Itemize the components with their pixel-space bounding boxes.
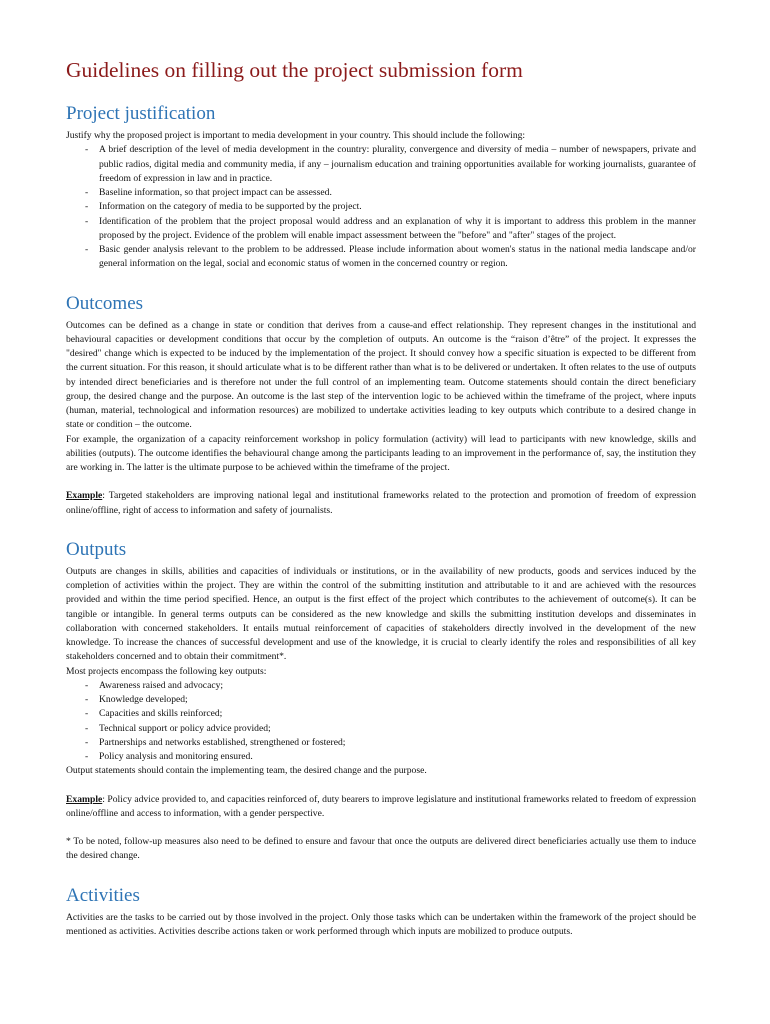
outputs-example: [66, 793, 696, 822]
section-heading-justification: Project justification: [66, 103, 216, 124]
section-activities: [66, 884, 696, 940]
list-item: - Policy analysis and monitoring ensured.: [66, 750, 696, 764]
section-outputs: [66, 538, 696, 864]
outputs-note: * To be noted, follow-up measures also need to be defined to ensure and favour that once the outputs are delivered direct beneficiaries actually use them to induce the desired change.: [66, 836, 696, 862]
page-title: Guidelines on filling out the project submission form: [66, 58, 523, 82]
outputs-list: [66, 679, 696, 765]
section-project-justification: [66, 102, 696, 272]
outcomes-paragraph: Outcomes can be defined as a change in state or condition that derives from a cause-and effect relationship. They represent changes in the institutional and behavioural capacities or development conditions that occur by the completion of outputs. An outcome is the “raison d’être” of the project. It expresses the "desired" change which is expected to be induced by the implementation of the project. It should convey how a specific situation is expected to be different from the current situation. For this reason, it should articulate what is to be different rather than what is to be delivered or undertaken. It often relates to the use of outputs by intended direct beneficiaries and is therefore not under the full control of an implementing team. Outcome statements should contain the direct beneficiary group, the desired change and the purpose. An outcome is the last step of the intervention logic to be achieved within the timeframe of the project, where inputs (human, material, technological and information resources) are mobilized to undertake activities leading to key outputs which contribute to a desired change in state or condition – the outcome.: [66, 319, 696, 431]
list-item: - A brief description of the level of media development in the country: plurality, convergence and diversity of media – number of newspapers, private and public radios, digital media and community media, if any – journalism education and training opportunities available for working journalists, guarantee of freedom of expression in law and in practice.: [66, 143, 696, 186]
list-item: - Knowledge developed;: [66, 693, 696, 707]
list-item: - Basic gender analysis relevant to the problem to be addressed. Please include information about women's status in the national media landscape and/or general information on the legal, social and economic status of women in the concerned country or region.: [66, 243, 696, 272]
list-item: - Identification of the problem that the project proposal would address and an explanation of why it is important to address this problem in the manner proposed by the project. Evidence of the problem will enable impact assessment between the "before" and "after" stages of the project.: [66, 215, 696, 244]
list-item: - Awareness raised and advocacy;: [66, 679, 696, 693]
example-text: : Targeted stakeholders are improving national legal and institutional frameworks related to the protection and promotion of freedom of expression online/offline, right of access to information and safety of journalists.: [66, 490, 696, 516]
example-label: Example: [66, 490, 103, 502]
list-item: - Technical support or policy advice provided;: [66, 722, 696, 736]
outputs-list-intro: Most projects encompass the following key outputs:: [66, 665, 267, 677]
example-text: : Policy advice provided to, and capacities reinforced of, duty bearers to improve legislature and institutional frameworks related to freedom of expression online/offline and access to information, with a gender perspective.: [66, 793, 696, 819]
section-heading-activities: Activities: [66, 884, 140, 906]
section-heading-outputs: Outputs: [66, 538, 127, 560]
document-page: [66, 56, 696, 939]
list-item: - Information on the category of media to be supported by the project.: [66, 200, 696, 214]
outcomes-example-paragraph: For example, the organization of a capacity reinforcement workshop in policy formulation (activity) will lead to participants with new knowledge, skills and abilities (outputs). The outcome identifies the behavioural change among the participants leading to an improvement in the performance of, say, the institution they are working in. The latter is the ultimate purpose to be achieved within the timeframe of the project.: [66, 433, 696, 473]
list-item: - Capacities and skills reinforced;: [66, 707, 696, 721]
example-label: Example: [66, 793, 103, 805]
list-item: - Partnerships and networks established, strengthened or fostered;: [66, 736, 696, 750]
activities-paragraph: Activities are the tasks to be carried out by those involved in the project. Only those tasks which can be undertaken within the framework of the project should be mentioned as activities. Activities describe actions taken or work performed through which inputs are mobilized to produce outputs.: [66, 911, 696, 937]
section-outcomes: [66, 292, 696, 518]
justification-list: [66, 143, 696, 271]
justification-intro: Justify why the proposed project is important to media development in your country. This should include the following:: [66, 130, 526, 141]
list-item: - Baseline information, so that project impact can be assessed.: [66, 186, 696, 200]
outputs-paragraph: Outputs are changes in skills, abilities and capacities of individuals or institutions, or in the availability of new products, goods and services induced by the completion of activities within the project. They are within the control of the submitting institution and attributable to it and are achieved with the resources provided and within the time period specified. Hence, an output is the first effect of the project which contributes to the achievement of outcome(s). It can be tangible or intangible. In general terms outputs can be considered as the new knowledge and skills the submitting institution develops and disseminates in collaboration with concerned stakeholders. It entails mutual reinforcement of capacities of stakeholders directly involved in the development of the new knowledge. To increase the chances of successful development and use of the knowledge, it is crucial to clearly identify the roles and responsibilities of all key stakeholders concerned and to obtain their commitment*.: [66, 565, 696, 663]
outputs-statement: Output statements should contain the implementing team, the desired change and the purpose.: [66, 765, 427, 777]
outcomes-example: [66, 489, 696, 518]
section-heading-outcomes: Outcomes: [66, 292, 144, 314]
